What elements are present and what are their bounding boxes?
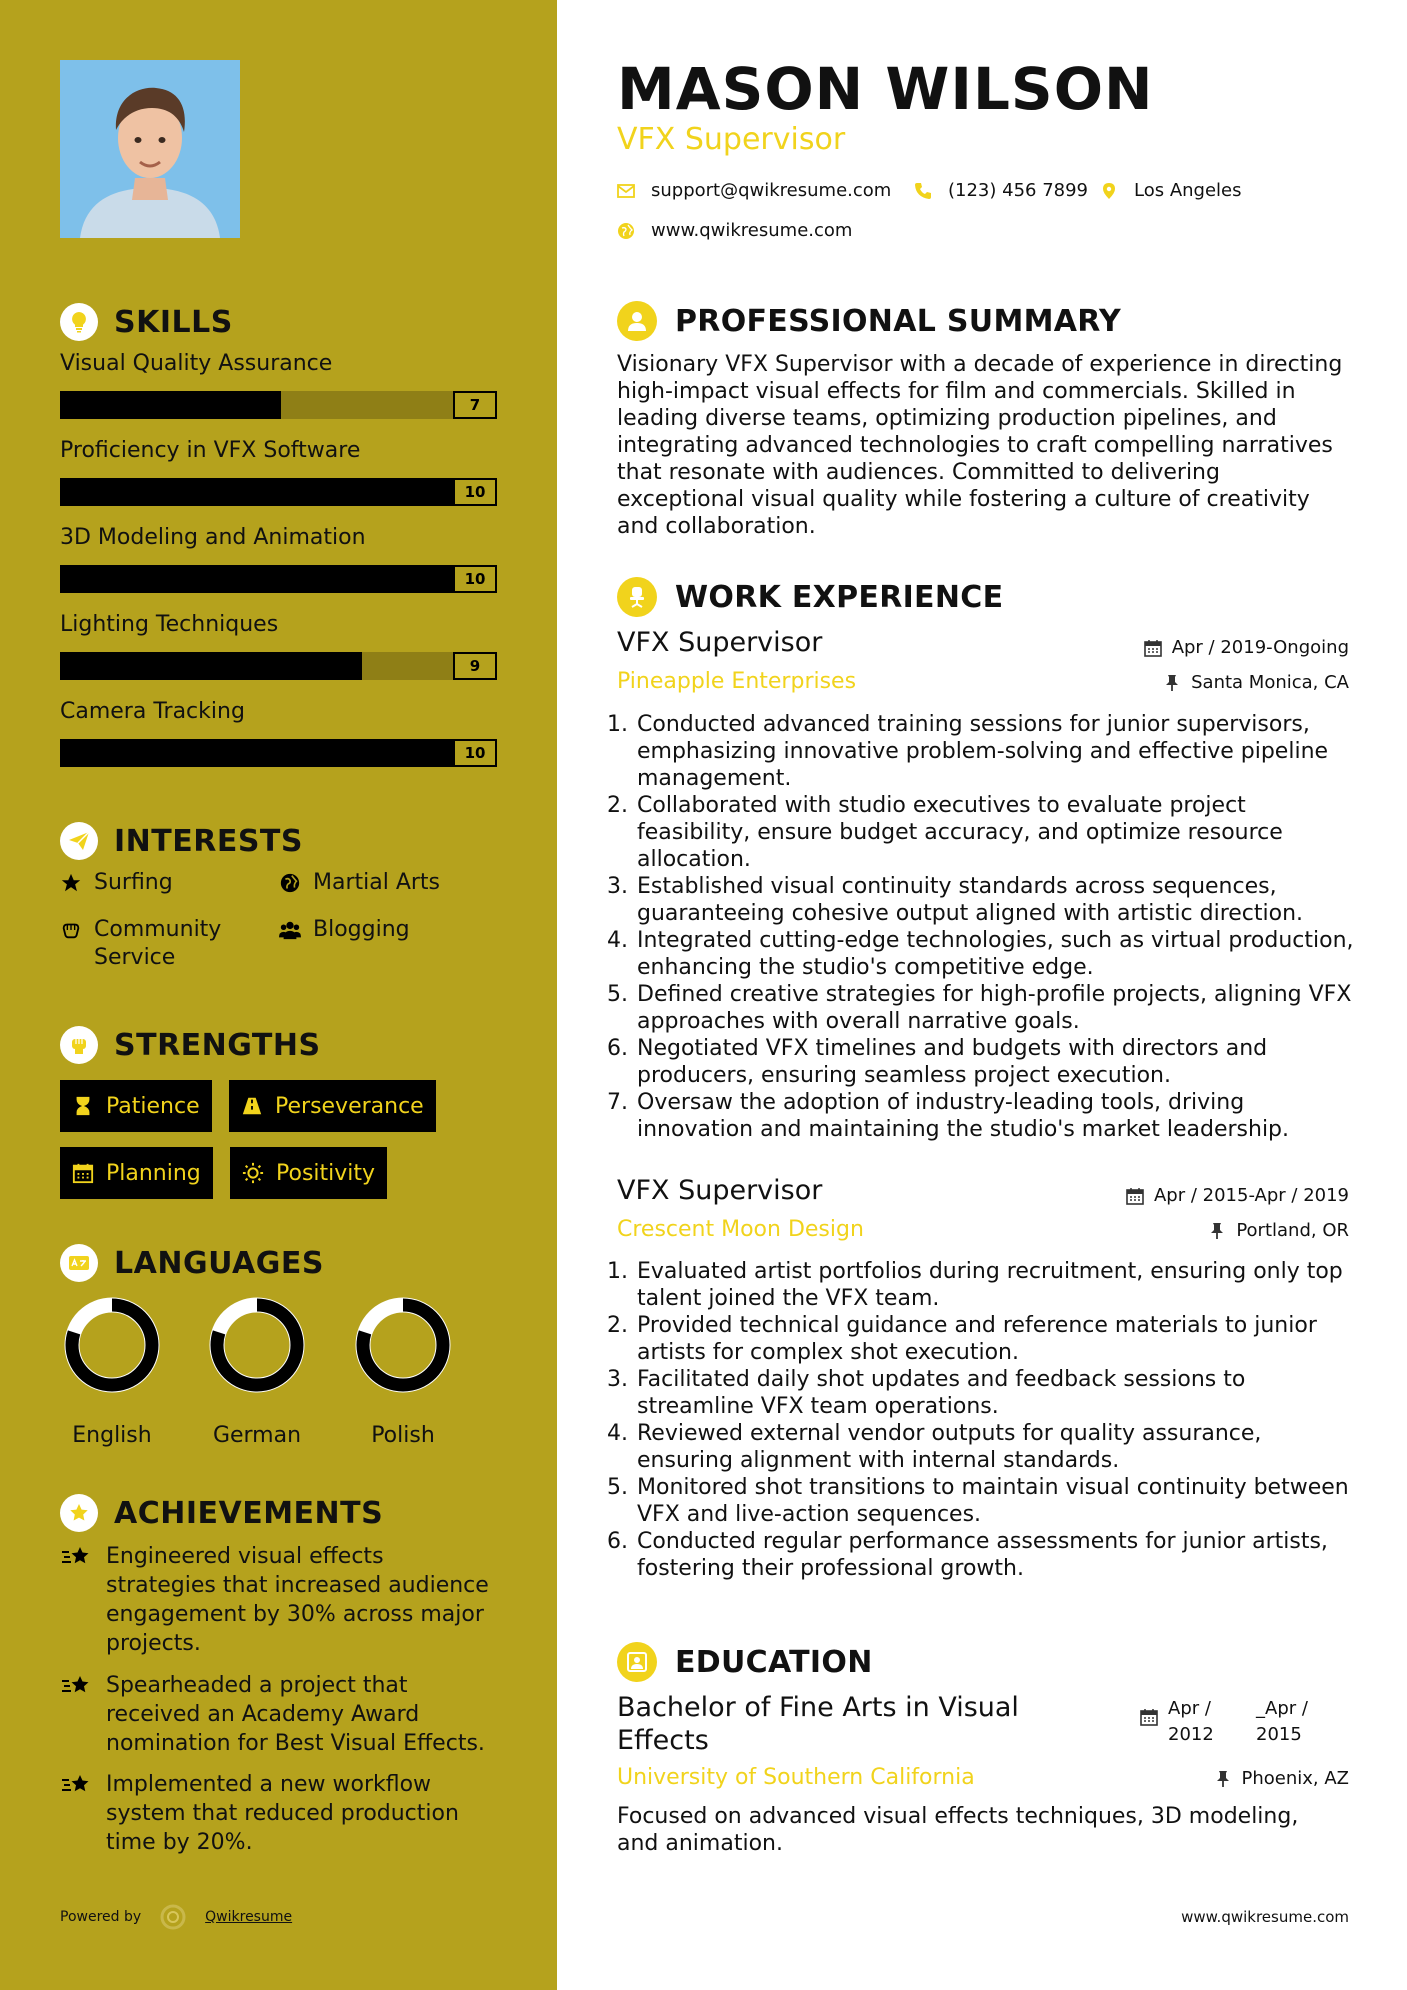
pushpin-icon [1208, 1222, 1226, 1240]
shooting-star-icon [60, 1544, 92, 1572]
skill-bar [60, 478, 497, 506]
strength-label: Positivity [276, 1160, 376, 1186]
calendar-icon [1144, 639, 1162, 657]
strength-label: Perseverance [275, 1093, 424, 1119]
skill-level-badge: 10 [453, 478, 497, 506]
achievement-text: Spearheaded a project that received an Academy Award nomination for Best Visual Effects. [106, 1673, 485, 1756]
skill-bar [60, 739, 497, 767]
sidebar [0, 0, 557, 1990]
user-icon [617, 301, 657, 341]
strengths-heading [60, 1026, 321, 1064]
globe-icon [279, 872, 301, 894]
strength-tag [60, 1080, 212, 1132]
education-start: Apr / 2012 [1168, 1698, 1214, 1745]
skill-bar-fill [60, 739, 453, 767]
job-location [1208, 1220, 1349, 1241]
calendar-icon [72, 1162, 94, 1184]
achievements-title: ACHIEVEMENTS [114, 1495, 384, 1531]
skill-bar [60, 652, 497, 680]
language-ring [64, 1297, 160, 1393]
fist-icon [60, 1026, 98, 1064]
duty-item: 2. Provided technical guidance and reference materials to junior artists for complex shot execution. [635, 1312, 1355, 1366]
location-text: Los Angeles [1134, 180, 1242, 201]
duty-item: 6. Conducted regular performance assessments for junior artists, fostering their professional growth. [635, 1528, 1355, 1582]
languages-title: LANGUAGES [114, 1245, 324, 1281]
education-location [1214, 1768, 1350, 1789]
contact-email[interactable] [617, 180, 891, 201]
candidate-role: VFX Supervisor [617, 122, 846, 157]
language-name: Polish [371, 1423, 435, 1448]
achievements-heading [60, 1494, 383, 1532]
experience-heading [617, 577, 1003, 617]
map-pin-icon [1100, 182, 1118, 200]
job-location-text: Santa Monica, CA [1191, 672, 1349, 693]
job-company: Pineapple Enterprises [617, 669, 857, 694]
skill-bar [60, 565, 497, 593]
road-icon [241, 1095, 263, 1117]
users-icon [279, 919, 301, 941]
interest-label: Surfing [94, 870, 173, 895]
pushpin-icon [1214, 1770, 1232, 1788]
education-description: Focused on advanced visual effects techniques, 3D modeling, and animation. [617, 1804, 1299, 1856]
duty-item: 1. Evaluated artist portfolios during recruitment, ensuring only top talent joined the VFX team. [635, 1258, 1355, 1312]
language-name: English [72, 1423, 152, 1448]
language-item [57, 1297, 167, 1448]
interests-title: INTERESTS [114, 823, 303, 859]
footer-url[interactable]: www.qwikresume.com [1181, 1908, 1349, 1926]
experience-title: WORK EXPERIENCE [675, 579, 1004, 615]
strength-tag [60, 1147, 213, 1199]
duty-item: 2. Collaborated with studio executives to evaluate project feasibility, ensure budget accuracy, and optimize resource allocation. [635, 792, 1355, 873]
job-dates-text: Apr / 2015-Apr / 2019 [1153, 1185, 1349, 1206]
duty-item: 5. Monitored shot transitions to maintain visual continuity between VFX and live-action sequences. [635, 1474, 1355, 1528]
skills-title: SKILLS [114, 304, 233, 340]
shooting-star-icon [60, 1673, 92, 1701]
job-title: VFX Supervisor [617, 1175, 823, 1206]
achievement-item [60, 1770, 500, 1857]
summary-text: Visionary VFX Supervisor with a decade of experience in directing high-impact visual effects for film and commercials. Skilled in leading diverse teams, optimizing production pipelines, and integrating advanced technologies to craft compelling narratives that resonate with audiences. Committed to delivering exceptional visual quality while fostering a culture of creativity and collaboration. [617, 352, 1343, 539]
strength-label: Planning [106, 1160, 201, 1186]
summary-title: PROFESSIONAL SUMMARY [675, 303, 1122, 339]
education-heading [617, 1642, 873, 1682]
profile-photo-image [60, 60, 240, 238]
hand-icon [60, 919, 82, 941]
job-title: VFX Supervisor [617, 627, 823, 658]
job-location [1163, 672, 1349, 693]
duty-item: 4. Integrated cutting-edge technologies, such as virtual production, enhancing the studio's competitive edge. [635, 927, 1355, 981]
summary-heading [617, 301, 1121, 341]
contact-phone[interactable] [914, 180, 1088, 201]
language-ring [209, 1297, 305, 1393]
education-end: _Apr / 2015 [1256, 1698, 1308, 1745]
office-chair-icon [617, 577, 657, 617]
job-dates-text: Apr / 2019-Ongoing [1171, 637, 1349, 658]
language-card-icon [60, 1244, 98, 1282]
strength-label: Patience [106, 1093, 200, 1119]
skill-label: Visual Quality Assurance [60, 351, 333, 376]
skill-level-badge: 9 [453, 652, 497, 680]
qwikresume-link[interactable]: Qwikresume [205, 1909, 293, 1925]
education-degree: Bachelor of Fine Arts in Visual Effects [617, 1692, 1019, 1756]
pushpin-icon [1163, 674, 1181, 692]
duty-item: 6. Negotiated VFX timelines and budgets with directors and producers, ensuring seamless project execution. [635, 1035, 1355, 1089]
job-dates [1126, 1185, 1349, 1206]
languages-heading [60, 1244, 324, 1282]
language-ring [355, 1297, 451, 1393]
language-name: German [212, 1423, 302, 1448]
skill-label: Lighting Techniques [60, 612, 279, 637]
interest-label: Blogging [313, 917, 410, 942]
duty-item: 4. Reviewed external vendor outputs for quality assurance, ensuring alignment with internal standards. [635, 1420, 1355, 1474]
language-item [348, 1297, 458, 1448]
achievement-item [60, 1542, 500, 1658]
graduate-icon [617, 1642, 657, 1682]
job-duties-list [635, 1258, 1355, 1582]
achievement-item [60, 1671, 500, 1758]
interests-heading [60, 822, 303, 860]
skill-level-badge: 10 [453, 739, 497, 767]
interest-item [60, 869, 173, 897]
interest-item [60, 916, 260, 972]
strength-tag [229, 1080, 436, 1132]
calendar-icon [1126, 1187, 1144, 1205]
skills-heading [60, 303, 233, 341]
envelope-icon [617, 182, 635, 200]
phone-text: (123) 456 7899 [948, 180, 1089, 201]
shooting-star-icon [60, 1772, 92, 1800]
duty-item: 7. Oversaw the adoption of industry-leading tools, driving innovation and maintaining the studio's market leadership. [635, 1089, 1355, 1143]
achievement-text: Engineered visual effects strategies that increased audience engagement by 30% across major projects. [106, 1544, 489, 1656]
duty-item: 3. Facilitated daily shot updates and feedback sessions to streamline VFX team operations. [635, 1366, 1355, 1420]
hourglass-icon [72, 1095, 94, 1117]
skill-level-badge: 7 [453, 391, 497, 419]
sun-icon [242, 1162, 264, 1184]
duty-item: 1. Conducted advanced training sessions for junior supervisors, emphasizing innovative problem-solving and effective pipeline management. [635, 711, 1355, 792]
lightbulb-icon [60, 303, 98, 341]
education-dates [1140, 1696, 1326, 1748]
skill-label: Camera Tracking [60, 699, 245, 724]
achievement-text: Implemented a new workflow system that reduced production time by 20%. [106, 1772, 459, 1855]
email-text: support@qwikresume.com [651, 180, 892, 201]
paper-plane-icon [60, 822, 98, 860]
candidate-name: MASON WILSON [617, 55, 1154, 123]
award-star-icon [60, 1494, 98, 1532]
qwikresume-logo-icon [159, 1903, 187, 1931]
interest-item [279, 916, 410, 944]
skill-bar-fill [60, 391, 281, 419]
education-school: University of Southern California [617, 1765, 975, 1790]
phone-icon [914, 182, 932, 200]
profile-photo [60, 60, 240, 238]
powered-by [60, 1903, 292, 1931]
contact-website[interactable] [617, 220, 852, 241]
skill-bar [60, 391, 497, 419]
interest-item [279, 869, 440, 897]
globe-icon [617, 222, 635, 240]
education-location-text: Phoenix, AZ [1241, 1768, 1349, 1789]
star-icon [60, 872, 82, 894]
job-duties-list [635, 711, 1355, 1143]
calendar-icon [1140, 1708, 1158, 1726]
powered-by-label: Powered by [60, 1909, 142, 1925]
job-location-text: Portland, OR [1236, 1220, 1349, 1241]
contact-location [1100, 180, 1242, 201]
skill-bar-fill [60, 565, 453, 593]
duty-item: 5. Defined creative strategies for high-profile projects, aligning VFX approaches with overall narrative goals. [635, 981, 1355, 1035]
job-company: Crescent Moon Design [617, 1217, 864, 1242]
skill-bar-fill [60, 478, 453, 506]
skill-label: 3D Modeling and Animation [60, 525, 366, 550]
interest-label: Community Service [94, 917, 222, 970]
education-title: EDUCATION [675, 1644, 873, 1680]
language-item [202, 1297, 312, 1448]
website-text: www.qwikresume.com [651, 220, 853, 241]
strength-tag [230, 1147, 387, 1199]
job-dates [1144, 637, 1349, 658]
strengths-title: STRENGTHS [114, 1027, 321, 1063]
interest-label: Martial Arts [313, 870, 441, 895]
skill-label: Proficiency in VFX Software [60, 438, 361, 463]
skill-bar-fill [60, 652, 362, 680]
duty-item: 3. Established visual continuity standards across sequences, guaranteeing cohesive output aligned with artistic direction. [635, 873, 1355, 927]
skill-level-badge: 10 [453, 565, 497, 593]
